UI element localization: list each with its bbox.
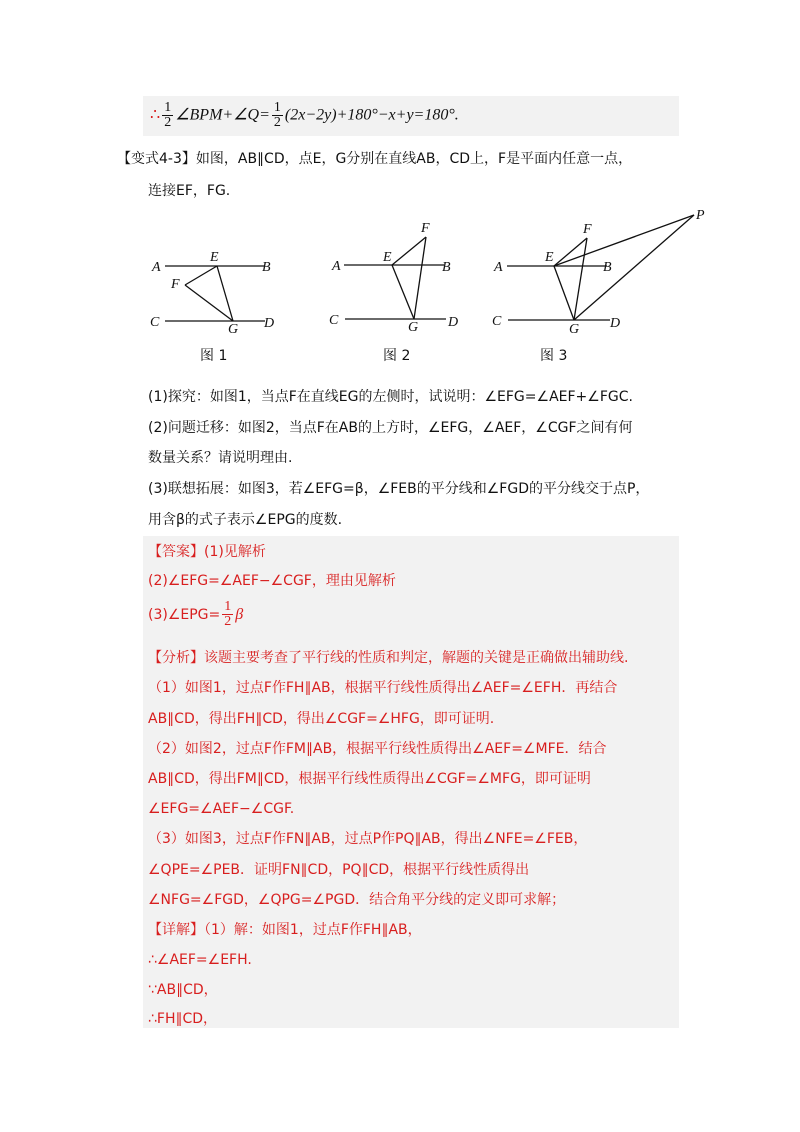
figure-3	[507, 215, 694, 320]
analysis-line-7: （3）如图3，过点F作FN∥AB，过点P作PQ∥AB，得出∠NFE=∠FEB，	[148, 831, 588, 847]
answer-3-prefix: (3)∠EPG=	[148, 607, 221, 623]
answer-line-3	[148, 600, 243, 629]
problem-tag: 【变式4-3】	[117, 151, 196, 167]
figure-2-caption: 图 2	[383, 348, 411, 364]
problem-line-2: 连接EF，FG.	[148, 183, 231, 199]
figure-1	[165, 266, 265, 321]
fig3-label-P: P	[696, 208, 705, 223]
fig2-label-B: B	[442, 260, 451, 275]
formula-part2: (2x−2y)+180°−x+y=180°.	[284, 106, 459, 124]
formula-part1: ∠BPM+∠Q=	[175, 106, 270, 124]
fig2-label-C: C	[329, 313, 339, 328]
answer-3-suffix: β	[235, 606, 244, 623]
fig2-label-A: A	[332, 259, 341, 274]
answer-line-2: (2)∠EFG=∠AEF−∠CGF，理由见解析	[148, 573, 396, 589]
fig3-label-B: B	[603, 260, 612, 275]
answer-3-fraction: $\frac{1}{2}$	[224, 599, 232, 629]
detail-line-4: ∴FH∥CD，	[148, 1011, 218, 1027]
fraction-half-2: $\frac{1}{2}$	[273, 100, 281, 130]
fig3-label-C: C	[492, 314, 502, 329]
fig3-label-A: A	[494, 260, 503, 275]
fraction-half: $\frac{1}{2}$	[164, 100, 172, 130]
question-1: (1)探究：如图1，当点F在直线EG的左侧时，试说明：∠EFG=∠AEF+∠FGC.	[148, 389, 633, 405]
problem-text-1: 如图，AB∥CD，点E，G分别在直线AB，CD上，F是平面内任意一点，	[195, 151, 633, 167]
fig3-label-D: D	[610, 316, 621, 331]
top-formula	[150, 101, 459, 130]
fig3-label-G: G	[569, 322, 580, 337]
fig3-label-F: F	[583, 222, 592, 237]
question-3-line-2: 用含β的式子表示∠EPG的度数.	[148, 512, 343, 528]
fig1-label-A: A	[152, 260, 161, 275]
fig2-label-G: G	[408, 320, 419, 335]
question-2-line-2: 数量关系？请说明理由.	[148, 450, 293, 466]
fig1-label-F: F	[171, 277, 180, 292]
question-3-line-1: (3)联想拓展：如图3，若∠EFG=β，∠FEB的平分线和∠FGD的平分线交于点P，	[148, 481, 650, 497]
analysis-line-8: ∠QPE=∠PEB．证明FN∥CD，PQ∥CD，根据平行线性质得出	[148, 862, 530, 878]
problem-line-1	[117, 147, 632, 170]
answer-line-1: 【答案】(1)见解析	[148, 544, 266, 560]
fig1-label-B: B	[262, 260, 271, 275]
detail-line-3: ∵AB∥CD，	[148, 982, 218, 998]
fig2-label-F: F	[421, 221, 430, 236]
fig1-label-E: E	[210, 250, 219, 265]
analysis-line-5: AB∥CD，得出FM∥CD，根据平行线性质得出∠CGF=∠MFG，即可证明	[148, 771, 591, 787]
detail-line-2: ∴∠AEF=∠EFH.	[148, 952, 252, 968]
fig1-label-G: G	[228, 322, 239, 337]
fig3-label-E: E	[545, 250, 554, 265]
analysis-line-6: ∠EFG=∠AEF−∠CGF.	[148, 801, 295, 817]
question-2-line-1: (2)问题迁移：如图2，当点F在AB的上方时，∠EFG，∠AEF，∠CGF之间有何	[148, 420, 633, 436]
geometry-figures	[140, 205, 720, 345]
fig2-label-E: E	[383, 250, 392, 265]
therefore-symbol: ∴	[150, 104, 161, 124]
analysis-line-1: 【分析】该题主要考查了平行线的性质和判定，解题的关键是正确做出辅助线.	[148, 650, 629, 666]
analysis-line-2: （1）如图1，过点F作FH∥AB，根据平行线性质得出∠AEF=∠EFH．再结合	[148, 680, 618, 696]
analysis-line-9: ∠NFG=∠FGD，∠QPG=∠PGD．结合角平分线的定义即可求解；	[148, 892, 566, 908]
fig1-label-C: C	[150, 315, 160, 330]
figure-2	[344, 237, 446, 319]
detail-line-1: 【详解】（1）解：如图1，过点F作FH∥AB，	[148, 922, 422, 938]
fig2-label-D: D	[448, 315, 459, 330]
analysis-line-3: AB∥CD，得出FH∥CD，得出∠CGF=∠HFG，即可证明.	[148, 711, 495, 727]
figure-3-caption: 图 3	[540, 348, 568, 364]
figure-1-caption: 图 1	[200, 348, 228, 364]
analysis-line-4: （2）如图2，过点F作FM∥AB，根据平行线性质得出∠AEF=∠MFE．结合	[148, 741, 607, 757]
fig1-label-D: D	[264, 316, 275, 331]
